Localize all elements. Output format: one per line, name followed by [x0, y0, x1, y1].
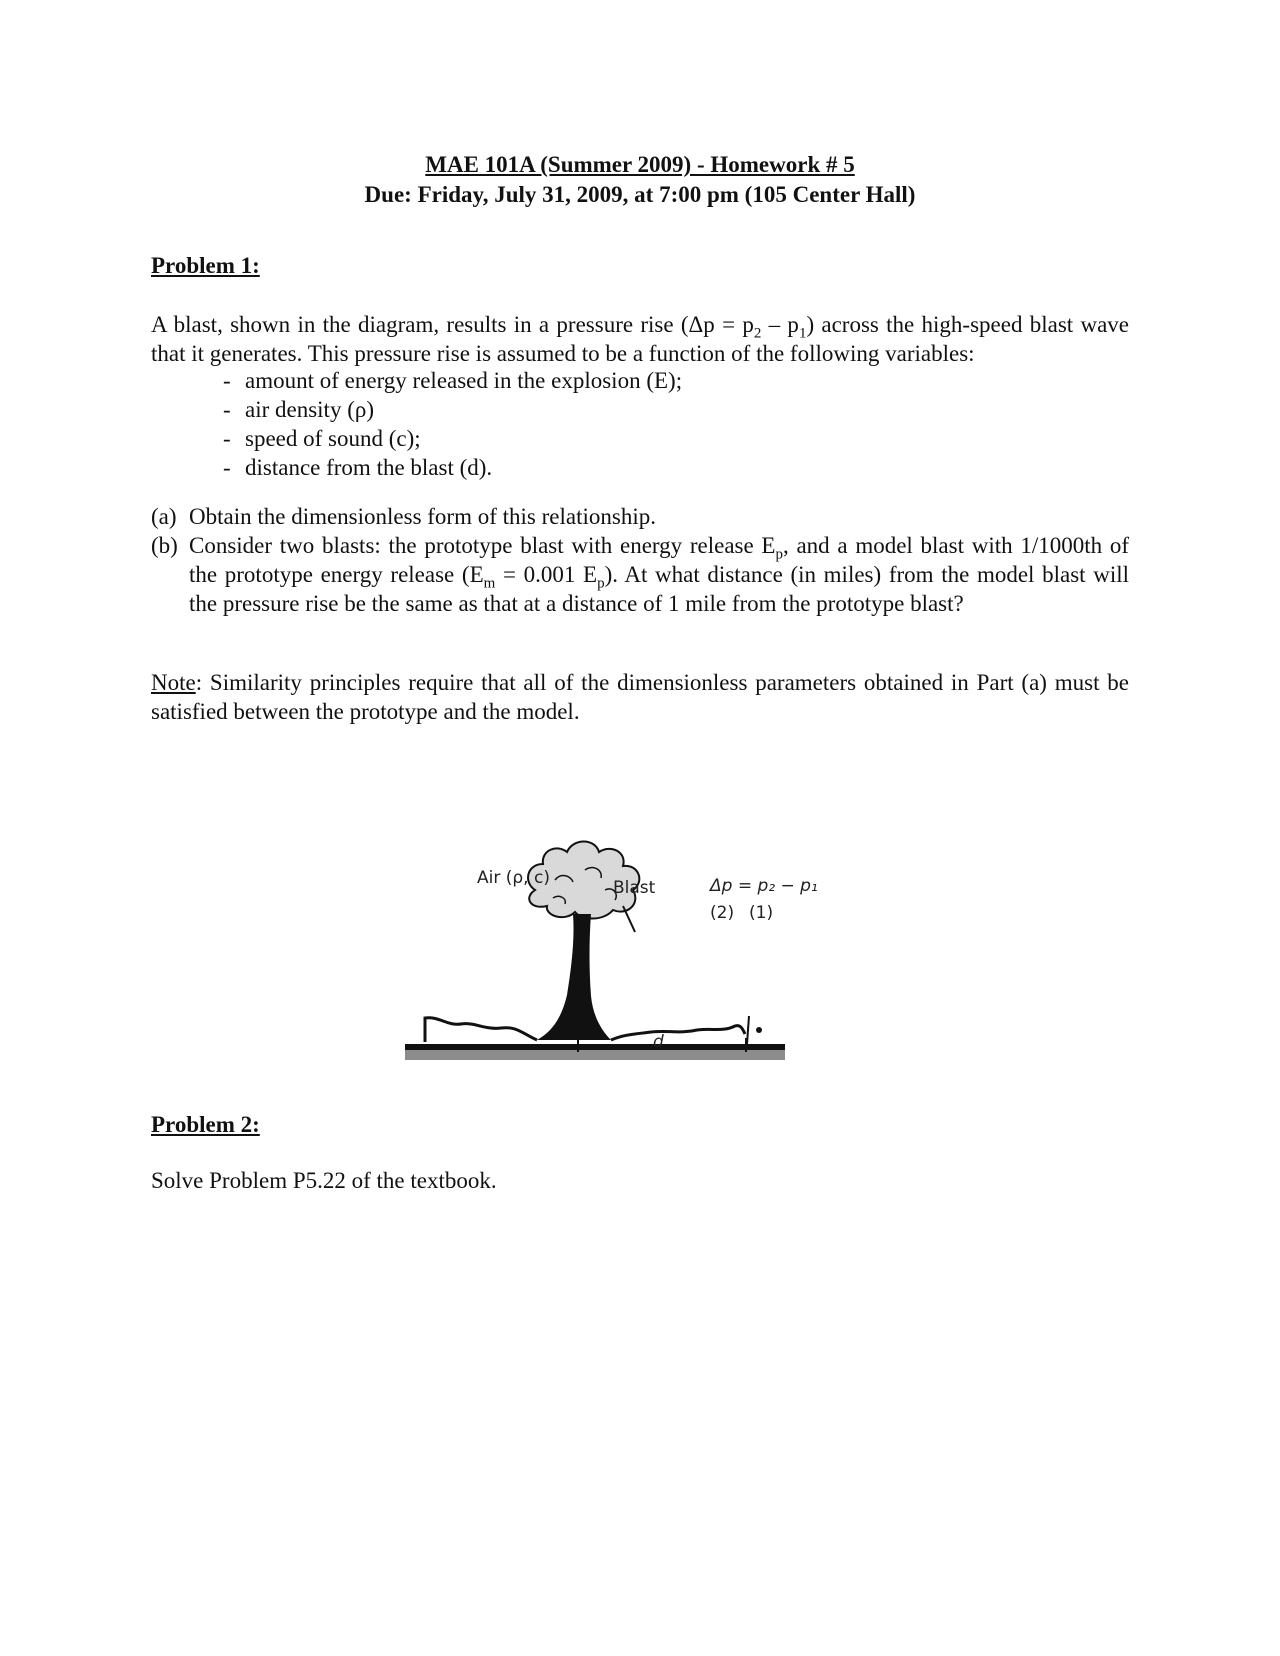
list-item: - air density (ρ): [223, 397, 374, 422]
problem-1-intro: A blast, shown in the diagram, results in a pressure rise $(\Delta p = p_2 - p_1)$ across the high-speed blast wave that it generates. This pressure rise is assumed to be a function of the following variables:: [151, 312, 1129, 366]
part-b: (b) Consider two blasts: the prototype blast with energy release $E_p$, and a model blast with 1/1000th of the prototype energy release ($E_m = 0.001$ $E_p$). At what distance (in miles) from the model blast will the pressure rise be the same as that at a distance of 1 mile from the prototype blast?: [151, 533, 1130, 616]
air-label: Air (ρ, c): [477, 868, 550, 888]
part-a: (a) Obtain the dimensionless form of this relationship.: [151, 504, 656, 529]
problem-1-title: Problem 1:: [151, 253, 260, 278]
due-date: Due: Friday, July 31, 2009, at 7:00 pm (105 Center Hall): [364, 182, 916, 207]
distance-label: d: [653, 1032, 664, 1052]
list-item: - distance from the blast (d).: [223, 455, 493, 480]
blast-wave-marker: [747, 1016, 749, 1044]
state-1-label: (1): [749, 903, 774, 923]
similarity-note: Note: Similarity principles require that all of the dimensionless parameters obtained in Part (a) must be satisfied between the prototype and the model.: [151, 670, 1129, 724]
problem-1-parts: [151, 502, 1129, 618]
course-title: MAE 101A (Summer 2009) - Homework # 5: [425, 152, 855, 177]
blast-label: Blast: [613, 878, 656, 898]
variable-list: [223, 366, 682, 482]
blast-diagram-svg: [405, 820, 865, 1060]
blast-diagram: [405, 820, 865, 1060]
pressure-rise-label: Δp = p₂ − p₁: [710, 876, 818, 896]
problem-2-title: Problem 2:: [151, 1112, 260, 1137]
list-item: - speed of sound (c);: [223, 426, 421, 451]
distance-dimension: [577, 1030, 747, 1054]
state-2-label: (2): [710, 903, 735, 923]
list-item: - amount of energy released in the explosion (E);: [223, 368, 683, 393]
document-header: [0, 150, 1280, 210]
problem-2-text: Solve Problem P5.22 of the textbook.: [151, 1168, 497, 1193]
blast-column: [537, 914, 611, 1040]
point-1-dot: [756, 1027, 762, 1033]
